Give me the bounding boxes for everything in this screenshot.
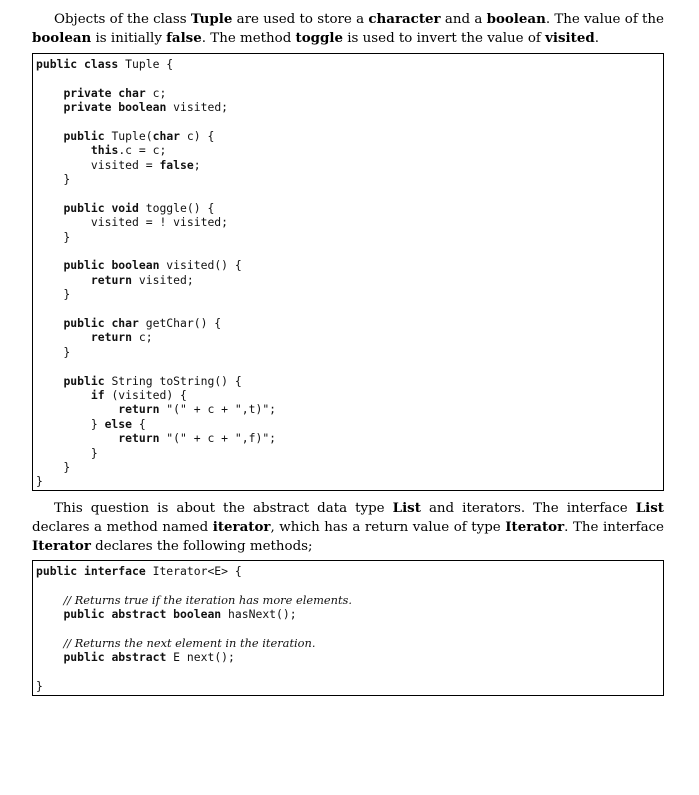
code-line xyxy=(36,86,663,100)
code-text: visited; xyxy=(166,100,229,115)
code-keyword: public char xyxy=(63,316,139,331)
code-text xyxy=(36,388,91,402)
code-text: } xyxy=(36,459,71,474)
code-text xyxy=(36,273,91,287)
code-text xyxy=(36,402,118,416)
code-keyword: private char xyxy=(63,85,146,100)
code-text xyxy=(36,143,91,157)
code-text: c; xyxy=(145,85,167,100)
bold-term: iterator xyxy=(212,519,271,535)
text-run: . The method xyxy=(201,31,296,46)
code-text: } xyxy=(36,679,43,694)
code-line xyxy=(36,345,663,359)
code-text xyxy=(36,129,63,143)
code-text xyxy=(36,100,63,114)
code-text: } xyxy=(36,229,71,244)
code-text: getChar() { xyxy=(138,316,222,331)
code-comment: // Returns the next element in the iteration. xyxy=(63,635,316,650)
code-line xyxy=(36,665,663,679)
code-line xyxy=(36,474,663,488)
code-keyword: public xyxy=(63,373,105,388)
code-line xyxy=(36,129,663,143)
code-text: } xyxy=(36,172,71,187)
bold-term: boolean xyxy=(32,30,92,46)
bold-term: false xyxy=(166,30,202,46)
code-line xyxy=(36,460,663,474)
code-keyword: if xyxy=(90,387,105,402)
code-keyword: return xyxy=(90,330,133,345)
code-text xyxy=(36,330,91,344)
code-line xyxy=(36,71,663,85)
code-line xyxy=(36,244,663,258)
code-keyword: char xyxy=(152,128,181,143)
text-run: This question is about the abstract data type xyxy=(54,501,393,516)
code-line xyxy=(36,258,663,272)
code-line xyxy=(36,388,663,402)
code-text: "(" + c + ",f)"; xyxy=(159,431,277,446)
code-keyword: public abstract xyxy=(63,650,167,665)
code-text xyxy=(36,650,63,664)
code-keyword: return xyxy=(118,431,160,446)
code-keyword: public boolean xyxy=(63,258,160,273)
bold-term: List xyxy=(392,500,421,516)
code-line xyxy=(36,115,663,129)
code-line xyxy=(36,402,663,416)
bold-term: visited xyxy=(545,30,595,46)
text-run: . xyxy=(594,31,599,46)
bold-term: Iterator xyxy=(505,519,565,535)
bold-term: Iterator xyxy=(32,538,91,554)
document-page xyxy=(32,10,664,696)
code-line xyxy=(36,446,663,460)
tuple-description-paragraph xyxy=(32,10,664,48)
code-text: } xyxy=(36,416,105,431)
code-text: toggle() { xyxy=(138,200,215,215)
code-text: visited() { xyxy=(159,258,242,273)
bold-term: List xyxy=(635,500,664,516)
code-text xyxy=(36,316,63,330)
code-line xyxy=(36,679,663,693)
tuple-class-code-block xyxy=(32,53,664,491)
code-keyword: this xyxy=(90,143,119,158)
code-text xyxy=(36,201,63,215)
code-line xyxy=(36,316,663,330)
code-line xyxy=(36,564,663,578)
code-keyword: return xyxy=(90,272,133,287)
code-line xyxy=(36,650,663,664)
code-line xyxy=(36,636,663,650)
code-keyword: return xyxy=(118,402,160,417)
code-keyword: false xyxy=(159,157,194,172)
list-description-paragraph xyxy=(32,499,664,556)
code-text: } xyxy=(36,445,98,460)
code-line xyxy=(36,578,663,592)
code-text: hasNext(); xyxy=(221,607,297,622)
code-keyword: public class xyxy=(36,57,119,71)
code-line xyxy=(36,431,663,445)
code-text: } xyxy=(36,474,43,489)
bold-term: toggle xyxy=(295,30,343,46)
code-keyword: public interface xyxy=(36,564,146,578)
code-text: ; xyxy=(193,157,201,172)
code-keyword: public void xyxy=(63,200,139,215)
code-line xyxy=(36,359,663,373)
code-text xyxy=(36,636,63,650)
bold-term: boolean xyxy=(486,11,546,27)
text-run: is used to invert the value of xyxy=(342,31,546,46)
text-run: declares a method named xyxy=(32,520,213,535)
code-text xyxy=(36,607,63,621)
code-keyword: else xyxy=(104,416,133,431)
text-run: , which has a return value of type xyxy=(270,520,506,535)
bold-term: character xyxy=(368,11,441,27)
code-line xyxy=(36,57,663,71)
text-run: . The interface xyxy=(564,520,664,535)
code-line xyxy=(36,215,663,229)
code-keyword: public xyxy=(63,128,105,143)
code-line xyxy=(36,302,663,316)
code-text xyxy=(36,593,63,607)
code-text: visited = xyxy=(36,157,160,172)
code-text: Tuple( xyxy=(104,128,153,143)
code-text: Tuple { xyxy=(118,57,174,71)
code-text xyxy=(36,86,63,100)
text-run: . The value of the xyxy=(545,12,664,27)
code-text: E next(); xyxy=(166,650,235,665)
text-run: and iterators. The interface xyxy=(420,501,636,516)
code-line xyxy=(36,622,663,636)
code-text: visited = ! visited; xyxy=(36,215,229,230)
code-keyword: public abstract boolean xyxy=(63,607,222,622)
code-text xyxy=(36,431,118,445)
code-text: c; xyxy=(132,330,153,345)
text-run: Objects of the class xyxy=(54,12,191,27)
code-text: .c = c; xyxy=(118,143,167,158)
code-line xyxy=(36,187,663,201)
code-line xyxy=(36,230,663,244)
code-line xyxy=(36,374,663,388)
code-comment: // Returns true if the iteration has more elements. xyxy=(63,592,353,607)
text-run: are used to store a xyxy=(232,12,369,27)
text-run: is initially xyxy=(91,31,167,46)
code-line xyxy=(36,201,663,215)
code-text: } xyxy=(36,344,71,359)
code-line xyxy=(36,100,663,114)
code-text: "(" + c + ",t)"; xyxy=(159,402,277,417)
code-line xyxy=(36,172,663,186)
code-line xyxy=(36,273,663,287)
text-run: declares the following methods; xyxy=(90,539,313,554)
code-text xyxy=(36,374,63,388)
code-text xyxy=(36,258,63,272)
code-text: } xyxy=(36,287,71,302)
code-line xyxy=(36,143,663,157)
code-line xyxy=(36,158,663,172)
code-text: visited; xyxy=(132,272,194,287)
code-text: Iterator<E> { xyxy=(145,564,242,578)
code-text: c) { xyxy=(180,128,215,143)
code-line xyxy=(36,330,663,344)
code-line xyxy=(36,593,663,607)
bold-term: Tuple xyxy=(190,11,233,27)
code-text: (visited) { xyxy=(104,387,187,402)
code-line xyxy=(36,287,663,301)
code-line xyxy=(36,607,663,621)
code-text: String toString() { xyxy=(104,373,242,388)
code-line xyxy=(36,417,663,431)
iterator-interface-code-block xyxy=(32,560,664,696)
text-run: and a xyxy=(440,12,487,27)
code-keyword: private boolean xyxy=(63,100,167,115)
code-text: { xyxy=(132,416,146,431)
